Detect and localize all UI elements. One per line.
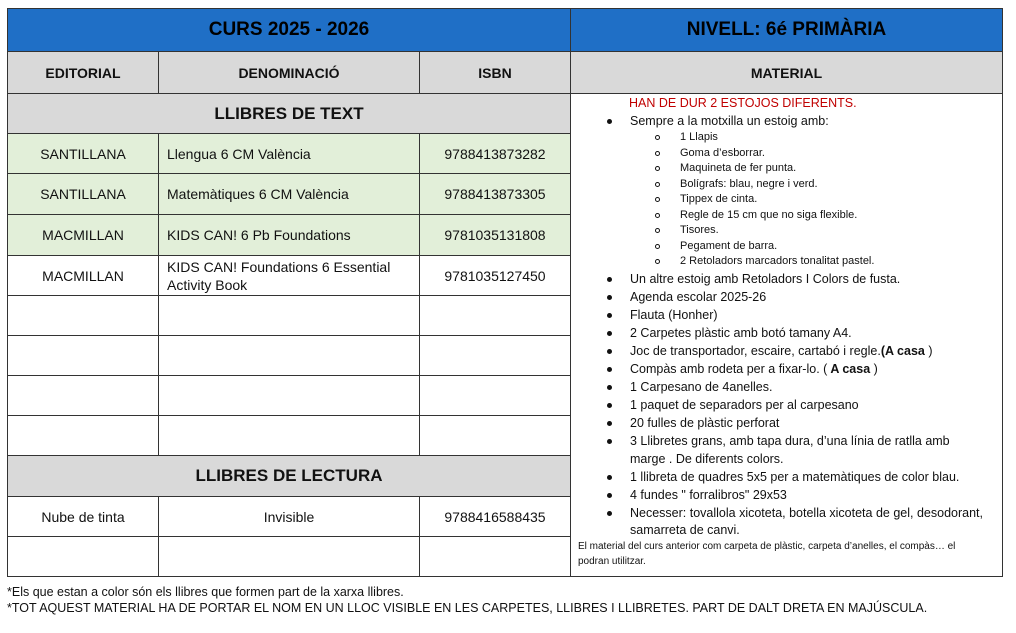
empty-cell [7, 375, 159, 416]
empty-cell [158, 415, 420, 456]
bullet-icon [607, 439, 612, 444]
empty-cell [158, 536, 420, 577]
case-item: Maquineta de fer punta. [680, 162, 797, 174]
reading-row-1-editorial [7, 496, 159, 537]
empty-cell [419, 295, 571, 336]
material-footnote: podran utilitzar. [578, 556, 646, 567]
bullet-icon [607, 119, 612, 124]
section-text-books-title: LLIBRES DE TEXT [214, 103, 364, 123]
bullet-icon [607, 349, 612, 354]
circle-bullet-icon [655, 228, 660, 233]
case-item: Bolígrafs: blau, negre i verd. [680, 178, 818, 190]
col-editorial [7, 51, 159, 94]
table-row-3-isbn [419, 214, 571, 256]
bullet-icon [607, 511, 612, 516]
cell-text: 9781035131808 [444, 227, 546, 243]
material-item: 1 Carpesano de 4anelles. [630, 380, 773, 394]
reading-row-1-isbn [419, 496, 571, 537]
col-material [570, 51, 1003, 94]
bullet-icon [607, 295, 612, 300]
cell-text: SANTILLANA [40, 186, 126, 202]
material-item [630, 362, 878, 376]
empty-cell [158, 375, 420, 416]
circle-bullet-icon [655, 244, 660, 249]
item-text: Compàs amb rodeta per a fixar-lo. ( [630, 362, 828, 376]
bullet-icon [607, 403, 612, 408]
case-item: Pegament de barra. [680, 240, 778, 252]
empty-cell [7, 415, 159, 456]
table-row-4-editorial [7, 255, 159, 296]
material-item [630, 344, 933, 358]
material-item: Agenda escolar 2025-26 [630, 290, 767, 304]
empty-cell [419, 415, 571, 456]
empty-cell [158, 335, 420, 376]
circle-bullet-icon [655, 166, 660, 171]
table-row-2-isbn [419, 173, 571, 215]
empty-cell [7, 536, 159, 577]
col-isbn [419, 51, 571, 94]
material-item: 20 fulles de plàstic perforat [630, 416, 780, 430]
col-denomination-label: DENOMINACIÓ [238, 64, 340, 81]
material-item: Necesser: tovallola xicoteta, botella xicoteta de gel, desodorant, [630, 506, 983, 520]
material-item: 3 Llibretes grans, amb tapa dura, d’una línia de ratlla amb [630, 434, 950, 448]
material-item-cont: marge . De diferents colors. [630, 452, 784, 466]
cell-text: Invisible [263, 508, 315, 525]
section-reading-books [7, 455, 571, 497]
case-item: Tippex de cinta. [680, 193, 758, 205]
cell-text: KIDS CAN! 6 Pb Foundations [167, 227, 351, 243]
table-row-2-editorial [7, 173, 159, 215]
bullet-icon [607, 277, 612, 282]
cell-text: MACMILLAN [42, 227, 124, 243]
col-editorial-label: EDITORIAL [45, 64, 121, 81]
item-text: Joc de transportador, escaire, cartabó i regle. [630, 344, 881, 358]
cell-text: Matemàtiques 6 CM València [167, 186, 349, 202]
circle-bullet-icon [655, 182, 660, 187]
item-text: ) [924, 344, 933, 358]
cell-text: KIDS CAN! Foundations 6 Essential [167, 258, 391, 275]
empty-cell [7, 295, 159, 336]
case-item: 1 Llapis [680, 131, 718, 143]
course-title: CURS 2025 - 2026 [208, 19, 370, 40]
bullet-icon [607, 421, 612, 426]
table-row-4-name [158, 255, 420, 296]
material-item: 4 fundes " forralibros" 29x53 [630, 488, 787, 502]
material-item: 1 paquet de separadors per al carpesano [630, 398, 859, 412]
table-row-1-name [158, 133, 420, 174]
case-item: Regle de 15 cm que no siga flexible. [680, 209, 858, 221]
table-row-3-editorial [7, 214, 159, 256]
col-isbn-label: ISBN [478, 64, 512, 81]
section-reading-books-title: LLIBRES DE LECTURA [195, 466, 383, 485]
cell-text: MACMILLAN [42, 267, 124, 284]
bullet-icon [607, 475, 612, 480]
circle-bullet-icon [655, 197, 660, 202]
bullet-icon [607, 331, 612, 336]
level-header [570, 8, 1003, 52]
table-row-3-name [158, 214, 420, 256]
note-labels: *TOT AQUEST MATERIAL HA DE PORTAR EL NOM EN UN LLOC VISIBLE EN LES CARPETES, LLIBRES I LLIBRETES. PART DE DALT DRETA EN MAJÚSCULA. [7, 601, 928, 615]
circle-bullet-icon [655, 135, 660, 140]
cell-text: Nube de tinta [41, 508, 125, 525]
section-text-books [7, 93, 571, 134]
table-row-4-isbn [419, 255, 571, 296]
note-network: *Els que estan a color són els llibres que formen part de la xarxa llibres. [7, 585, 404, 599]
table-row-1-editorial [7, 133, 159, 174]
circle-bullet-icon [655, 151, 660, 156]
col-denomination [158, 51, 420, 94]
cell-text: 9788413873305 [444, 186, 546, 202]
material-item: 1 llibreta de quadres 5x5 per a matemàtiques de color blau. [630, 470, 960, 484]
empty-cell [419, 375, 571, 416]
case-item: 2 Retoladors marcadors tonalitat pastel. [680, 255, 875, 267]
material-footnote: El material del curs anterior com carpeta de plàstic, carpeta d’anelles, el compàs… el [578, 541, 956, 552]
table-row-2-name [158, 173, 420, 215]
circle-bullet-icon [655, 213, 660, 218]
item-emphasis: A casa [827, 362, 871, 376]
material-item: Flauta (Honher) [630, 308, 718, 322]
case-item: Goma d’esborrar. [680, 147, 765, 159]
case-item: Tisores. [680, 224, 719, 236]
cell-text: Llengua 6 CM València [167, 145, 311, 162]
material-case1: Sempre a la motxilla un estoig amb: [630, 114, 829, 128]
material-item: Un altre estoig amb Retoladors I Colors de fusta. [630, 272, 901, 286]
cell-text: 9788413873282 [444, 145, 546, 162]
course-header [7, 8, 571, 52]
item-emphasis: (A casa [880, 344, 925, 358]
material-item: 2 Carpetes plàstic amb botó tamany A4. [630, 326, 852, 340]
level-title: NIVELL: 6é PRIMÀRIA [686, 19, 887, 40]
cell-text: SANTILLANA [40, 145, 126, 162]
empty-cell [158, 295, 420, 336]
material-warning: HAN DE DUR 2 ESTOJOS DIFERENTS. [629, 96, 857, 110]
reading-row-1-name [158, 496, 420, 537]
item-text: ) [870, 362, 878, 376]
empty-cell [7, 335, 159, 376]
cell-text: 9788416588435 [444, 508, 546, 525]
empty-cell [419, 536, 571, 577]
bullet-icon [607, 493, 612, 498]
material-item-cont: samarreta de canvi. [630, 523, 740, 537]
bullet-icon [607, 367, 612, 372]
bullet-icon [607, 385, 612, 390]
cell-text: 9781035127450 [444, 267, 546, 284]
circle-bullet-icon [655, 259, 660, 264]
col-material-label: MATERIAL [750, 64, 823, 81]
bullet-icon [607, 313, 612, 318]
cell-text: Activity Book [167, 276, 248, 293]
table-row-1-isbn [419, 133, 571, 174]
empty-cell [419, 335, 571, 376]
